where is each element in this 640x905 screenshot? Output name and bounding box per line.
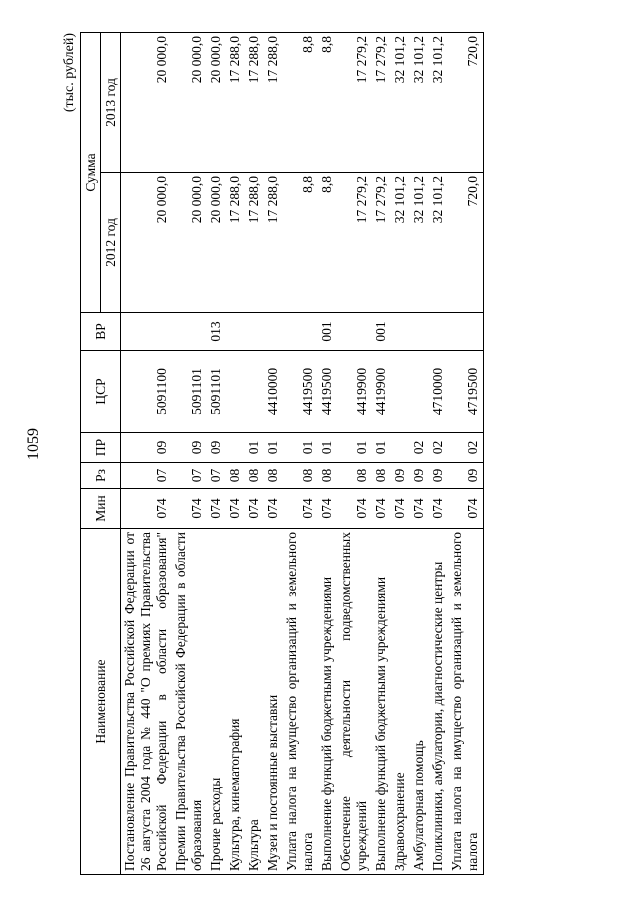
cell-pr: 01: [337, 433, 372, 463]
cell-pr: 09: [207, 433, 226, 463]
cell-pr: 02: [410, 433, 429, 463]
cell-min: 074: [121, 489, 173, 529]
table-row: [264, 32, 283, 874]
cell-min: 074: [318, 489, 337, 529]
cell-rz: 09: [410, 463, 429, 489]
header-min: Мин: [81, 489, 121, 529]
cell-min: 074: [391, 489, 410, 529]
cell-name: Уплата налога на имущество организаций и земельного налога: [448, 529, 484, 875]
cell-pr: 01: [245, 433, 264, 463]
cell-2013: 20 000,0: [121, 32, 173, 172]
table-body: [121, 32, 484, 874]
table-row: [410, 32, 429, 874]
cell-rz: 08: [245, 463, 264, 489]
cell-min: 074: [372, 489, 391, 529]
cell-vr: [337, 313, 372, 351]
cell-csr: [391, 351, 410, 433]
cell-2013: 8,8: [283, 32, 318, 172]
cell-csr: 4419500: [283, 351, 318, 433]
cell-vr: 013: [207, 313, 226, 351]
cell-name: Выполнение функций бюджетными учреждениями: [372, 529, 391, 875]
cell-rz: 09: [391, 463, 410, 489]
cell-2013: 8,8: [318, 32, 337, 172]
cell-vr: 001: [372, 313, 391, 351]
cell-vr: [264, 313, 283, 351]
cell-vr: 001: [318, 313, 337, 351]
cell-csr: [226, 351, 245, 433]
cell-min: 074: [207, 489, 226, 529]
cell-2013: 17 288,0: [264, 32, 283, 172]
table-row: [226, 32, 245, 874]
cell-min: 074: [245, 489, 264, 529]
cell-name: Амбулаторная помощь: [410, 529, 429, 875]
cell-name: Премии Правительства Российской Федерации в области образования: [172, 529, 207, 875]
cell-min: 074: [429, 489, 448, 529]
cell-rz: 07: [121, 463, 173, 489]
cell-2013: 32 101,2: [410, 32, 429, 172]
cell-pr: 09: [121, 433, 173, 463]
cell-min: 074: [172, 489, 207, 529]
cell-csr: 4410000: [264, 351, 283, 433]
cell-min: 074: [410, 489, 429, 529]
cell-name: Поликлиники, амбулатории, диагностические центры: [429, 529, 448, 875]
cell-rz: 08: [372, 463, 391, 489]
cell-rz: 09: [429, 463, 448, 489]
cell-csr: [410, 351, 429, 433]
cell-rz: 08: [226, 463, 245, 489]
cell-pr: 01: [283, 433, 318, 463]
cell-name: Здравоохранение: [391, 529, 410, 875]
cell-pr: [226, 433, 245, 463]
cell-pr: [391, 433, 410, 463]
cell-csr: 5091101: [172, 351, 207, 433]
cell-2012: 20 000,0: [121, 173, 173, 313]
cell-pr: 01: [372, 433, 391, 463]
cell-pr: 01: [318, 433, 337, 463]
cell-2013: 17 279,2: [372, 32, 391, 172]
table-row: [207, 32, 226, 874]
cell-min: 074: [337, 489, 372, 529]
cell-name: Культура: [245, 529, 264, 875]
cell-vr: [172, 313, 207, 351]
table-row: [337, 32, 372, 874]
cell-2012: 8,8: [318, 173, 337, 313]
header-name: Наименование: [81, 529, 121, 875]
cell-2012: 32 101,2: [429, 173, 448, 313]
cell-vr: [391, 313, 410, 351]
cell-rz: 08: [283, 463, 318, 489]
cell-vr: [429, 313, 448, 351]
cell-2012: 32 101,2: [410, 173, 429, 313]
cell-name: Уплата налога на имущество организаций и земельного налога: [283, 529, 318, 875]
cell-name: Прочие расходы: [207, 529, 226, 875]
cell-rz: 08: [264, 463, 283, 489]
cell-csr: 4419500: [318, 351, 337, 433]
cell-csr: [245, 351, 264, 433]
cell-vr: [245, 313, 264, 351]
cell-name: Музеи и постоянные выставки: [264, 529, 283, 875]
header-sum: Сумма: [81, 32, 101, 312]
table-header: [81, 32, 121, 874]
cell-2013: 32 101,2: [429, 32, 448, 172]
table-row: [372, 32, 391, 874]
table-row: [448, 32, 484, 874]
cell-vr: [226, 313, 245, 351]
cell-csr: 5091101: [207, 351, 226, 433]
cell-name: Выполнение функций бюджетными учреждениями: [318, 529, 337, 875]
cell-2012: 32 101,2: [391, 173, 410, 313]
cell-2012: 720,0: [448, 173, 484, 313]
cell-vr: [283, 313, 318, 351]
cell-rz: 08: [337, 463, 372, 489]
cell-vr: [448, 313, 484, 351]
cell-2012: 17 288,0: [226, 173, 245, 313]
cell-2013: 32 101,2: [391, 32, 410, 172]
cell-2012: 17 288,0: [264, 173, 283, 313]
cell-rz: 07: [172, 463, 207, 489]
cell-name: Культура, кинематография: [226, 529, 245, 875]
cell-2012: 8,8: [283, 173, 318, 313]
units-note: (тыс. рублей): [62, 33, 77, 113]
cell-pr: 09: [172, 433, 207, 463]
cell-csr: 4710000: [429, 351, 448, 433]
cell-min: 074: [226, 489, 245, 529]
cell-name: Обеспечение деятельности подведомственных учреждений: [337, 529, 372, 875]
cell-vr: [121, 313, 173, 351]
cell-2013: 17 279,2: [337, 32, 372, 172]
cell-2013: 17 288,0: [226, 32, 245, 172]
cell-2013: 20 000,0: [207, 32, 226, 172]
budget-table: [80, 32, 484, 875]
cell-name: Постановление Правительства Российской Федерации от 26 августа 2004 года № 440 "О премиях Правительства Российской Федерации в области образования": [121, 529, 173, 875]
cell-min: 074: [264, 489, 283, 529]
cell-2012: 20 000,0: [207, 173, 226, 313]
cell-rz: 08: [318, 463, 337, 489]
cell-csr: 4719500: [448, 351, 484, 433]
cell-2013: 720,0: [448, 32, 484, 172]
cell-2012: 17 279,2: [372, 173, 391, 313]
header-year-2013: 2013 год: [101, 32, 121, 172]
table-row: [429, 32, 448, 874]
table-row: [245, 32, 264, 874]
cell-min: 074: [448, 489, 484, 529]
rotated-page: [60, 23, 628, 885]
table-row: [391, 32, 410, 874]
cell-rz: 09: [448, 463, 484, 489]
cell-2012: 17 279,2: [337, 173, 372, 313]
cell-rz: 07: [207, 463, 226, 489]
table-row: [283, 32, 318, 874]
cell-pr: 02: [429, 433, 448, 463]
table-row: [121, 32, 173, 874]
cell-pr: 01: [264, 433, 283, 463]
header-pr: ПР: [81, 433, 121, 463]
header-rz: Рз: [81, 463, 121, 489]
page-number: 1059: [25, 428, 42, 460]
cell-2013: 17 288,0: [245, 32, 264, 172]
cell-csr: 4419900: [372, 351, 391, 433]
cell-min: 074: [283, 489, 318, 529]
table-row: [172, 32, 207, 874]
cell-2012: 17 288,0: [245, 173, 264, 313]
header-vr: ВР: [81, 313, 121, 351]
cell-pr: 02: [448, 433, 484, 463]
cell-vr: [410, 313, 429, 351]
cell-csr: 5091100: [121, 351, 173, 433]
cell-2012: 20 000,0: [172, 173, 207, 313]
header-year-2012: 2012 год: [101, 173, 121, 313]
table-row: [318, 32, 337, 874]
cell-csr: 4419900: [337, 351, 372, 433]
cell-2013: 20 000,0: [172, 32, 207, 172]
header-csr: ЦСР: [81, 351, 121, 433]
